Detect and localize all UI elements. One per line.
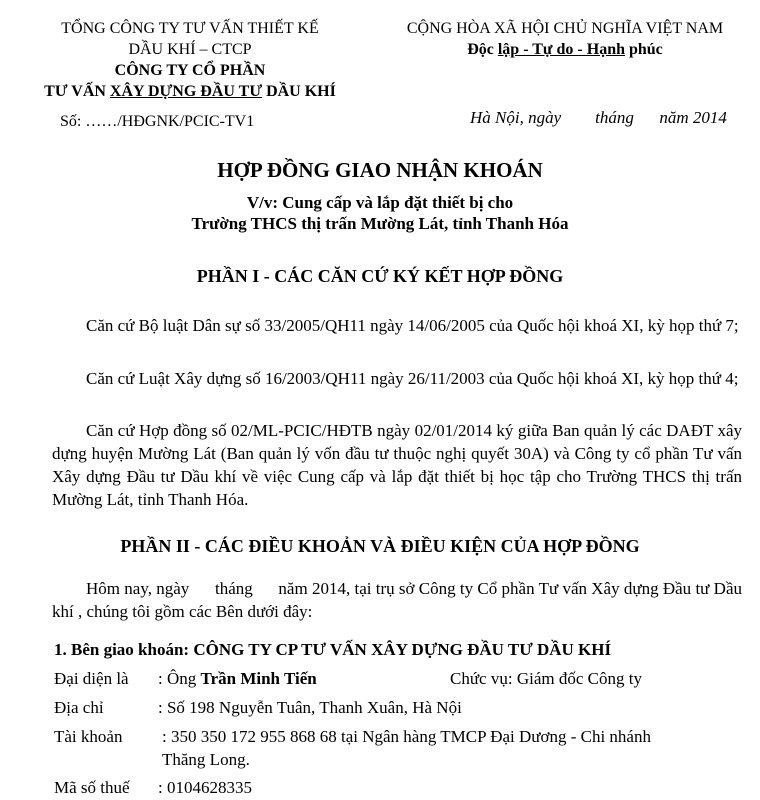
national-motto <box>370 41 760 59</box>
party1-address-label: Địa chỉ <box>54 698 104 717</box>
party1-heading: 1. Bên giao khoán: CÔNG TY CP TƯ VẤN XÂY DỰNG ĐẦU TƯ DẦU KHÍ <box>54 640 612 659</box>
party1-tax-value: : 0104628335 <box>158 778 252 797</box>
company-name-underlined: XÂY DỰNG ĐẦU TƯ <box>109 83 263 100</box>
contract-subject-line2: Trường THCS thị trấn Mường Lát, tỉnh Thanh Hóa <box>191 214 569 233</box>
company-name-part: TƯ VẤN <box>44 83 110 100</box>
party1-address-value: : Số 198 Nguyễn Tuân, Thanh Xuân, Hà Nội <box>158 698 462 717</box>
contract-subject-line1: V/v: Cung cấp và lắp đặt thiết bị cho <box>246 193 514 212</box>
party1-account-value-line2: Thăng Long. <box>162 750 250 769</box>
party1-rep-label: Đại diện là <box>54 669 129 688</box>
motto-part: Độc <box>467 41 498 58</box>
rep-name: Trần Minh Tiến <box>200 669 317 688</box>
motto-part: phúc <box>624 41 663 58</box>
parent-org-line1: TỔNG CÔNG TY TƯ VẤN THIẾT KẾ <box>61 20 319 37</box>
parent-org-line2: DẦU KHÍ – CTCP <box>128 41 252 58</box>
party1-account-value: : 350 350 172 955 868 68 tại Ngân hàng TMCP Đại Dương - Chi nhánh <box>162 727 651 746</box>
company-name-line2 <box>0 83 380 101</box>
party1-rep-value <box>158 669 317 689</box>
place-and-date: Hà Nội, ngày tháng năm 2014 <box>470 108 727 127</box>
part2-heading: PHẦN II - CÁC ĐIỀU KHOẢN VÀ ĐIỀU KIỆN CỦA HỢP ĐỒNG <box>120 536 640 556</box>
legal-basis-construction-law: Căn cứ Luật Xây dựng số 16/2003/QH11 ngày 26/11/2003 của Quốc hội khoá XI, kỳ họp thứ 4; <box>86 369 739 388</box>
national-title: CỘNG HÒA XÃ HỘI CHỦ NGHĨA VIỆT NAM <box>406 20 724 37</box>
part1-heading: PHẦN I - CÁC CĂN CỨ KÝ KẾT HỢP ĐỒNG <box>196 266 564 286</box>
party1-position: Chức vụ: Giám đốc Công ty <box>450 669 642 688</box>
party1-tax-label: Mã số thuế <box>54 778 130 797</box>
contract-title: HỢP ĐỒNG GIAO NHẬN KHOÁN <box>217 158 543 182</box>
rep-prefix: : Ông <box>158 669 201 688</box>
legal-basis-contract: Căn cứ Hợp đồng số 02/ML-PCIC/HĐTB ngày 02/01/2014 ký giữa Ban quản lý các DAĐT xây dựng huyện Mường Lát (Ban quản lý vốn đầu tư thuộc nghị quyết 30A) và Công ty cổ phần Tư vấn Xây dựng Đầu tư Dầu khí về việc Cung cấp và lắp đặt thiết bị học tập cho Trường THCS thị trấn Mường Lát, tỉnh Thanh Hóa. <box>52 421 742 509</box>
company-name-line1: CÔNG TY CỔ PHẦN <box>114 62 266 79</box>
motto-underlined: lập - Tự do - Hạnh <box>497 41 625 58</box>
part2-intro: Hôm nay, ngày tháng năm 2014, tại trụ sở Công ty Cổ phần Tư vấn Xây dựng Đầu tư Dầu khí , chúng tôi gồm các Bên dưới đây: <box>52 579 747 621</box>
legal-basis-civil-code: Căn cứ Bộ luật Dân sự số 33/2005/QH11 ngày 14/06/2005 của Quốc hội khoá XI, kỳ họp thứ 7; <box>86 316 739 335</box>
party1-account-label: Tài khoản <box>54 727 123 746</box>
company-name-part: DẦU KHÍ <box>262 83 336 100</box>
document-number: Số: ……/HĐGNK/PCIC-TV1 <box>60 113 255 130</box>
